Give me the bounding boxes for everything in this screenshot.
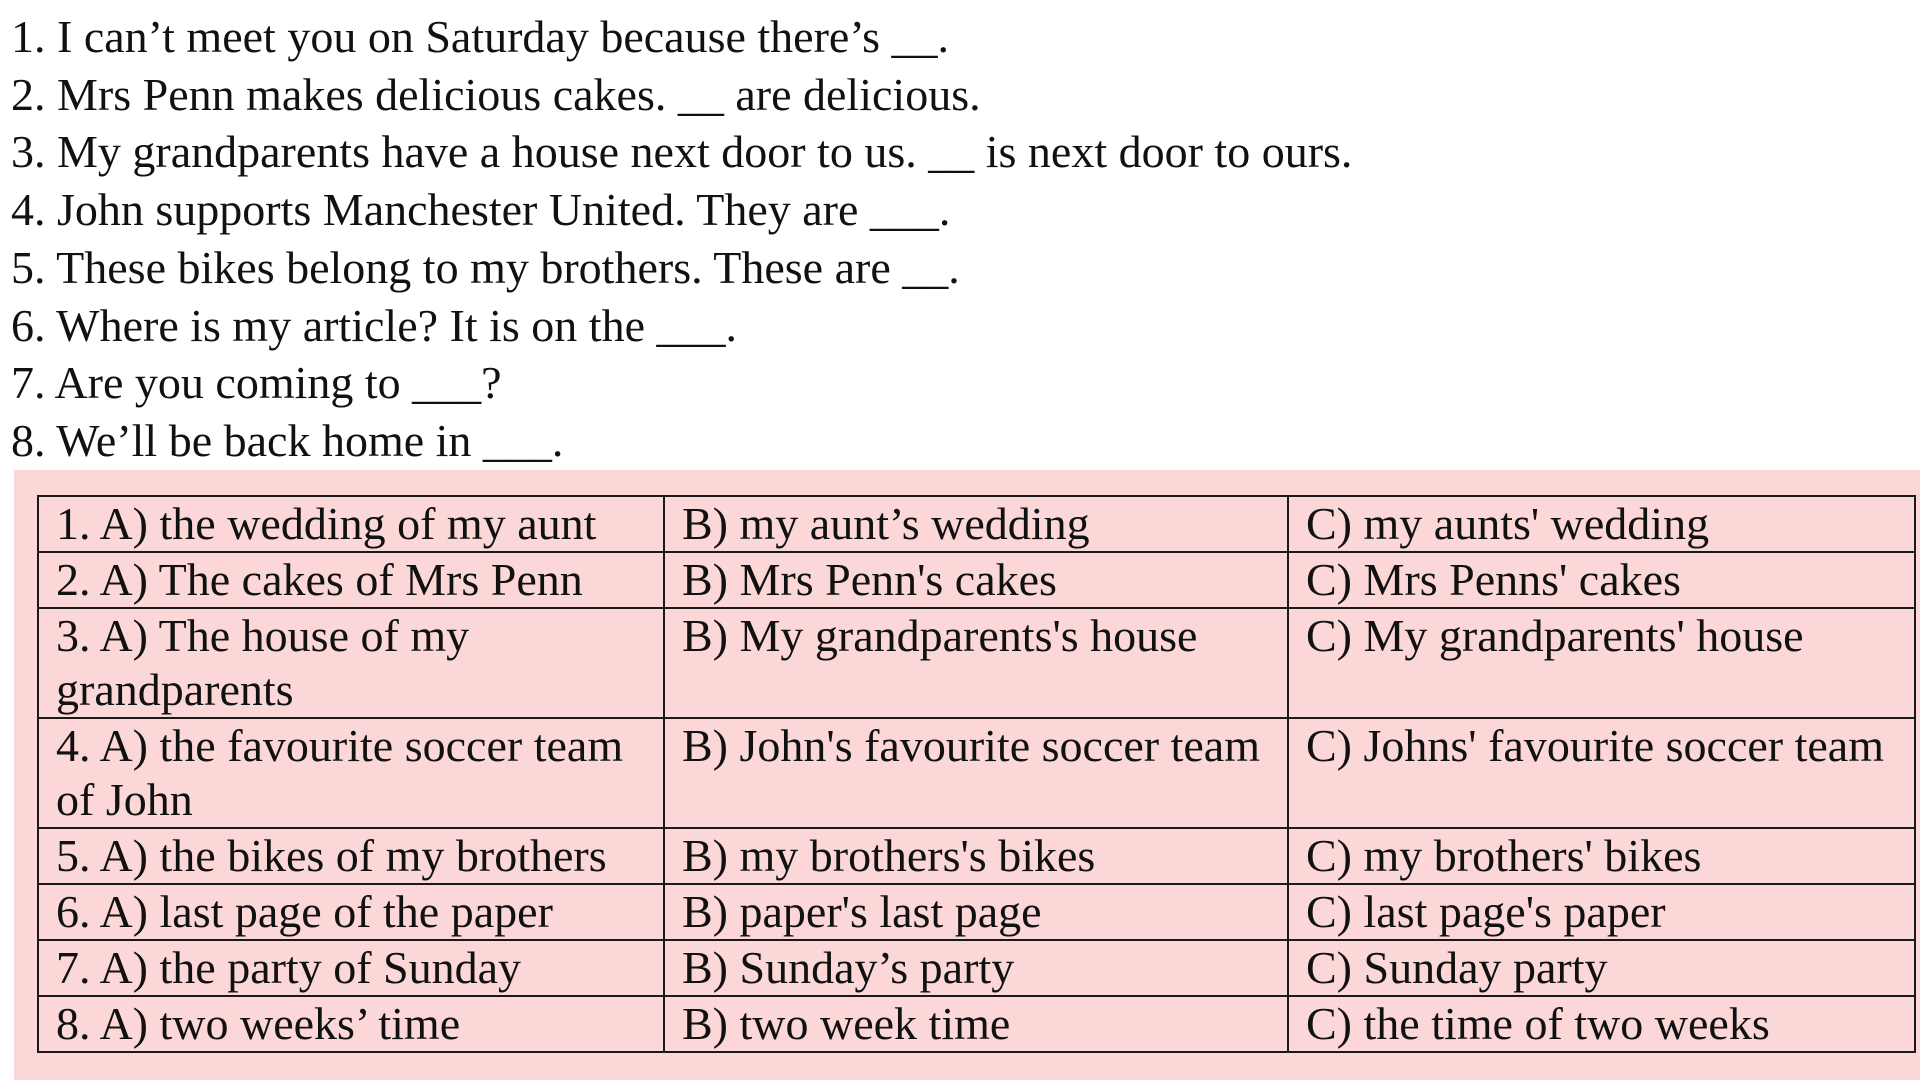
options-row-7 [38,940,1915,996]
options-row-3 [38,608,1915,718]
options-row-5 [38,828,1915,884]
option-7a: 7. A) the party of Sunday [38,940,664,996]
sentence-2: 2. Mrs Penn makes delicious cakes. __ are delicious. [11,68,981,120]
option-4a: 4. A) the favourite soccer team of John [38,718,664,828]
option-2c: C) Mrs Penns' cakes [1288,552,1915,608]
option-8a: 8. A) two weeks’ time [38,996,664,1052]
sentence-6: 6. Where is my article? It is on the ___. [11,299,738,351]
option-1c: C) my aunts' wedding [1288,496,1915,552]
option-4c: C) Johns' favourite soccer team [1288,718,1915,828]
option-7b: B) Sunday’s party [664,940,1288,996]
option-6b: B) paper's last page [664,884,1288,940]
options-row-8 [38,996,1915,1052]
option-3c: C) My grandparents' house [1288,608,1915,718]
exercise-sentences [11,8,1891,470]
options-row-2 [38,552,1915,608]
option-4b: B) John's favourite soccer team [664,718,1288,828]
options-row-1 [38,496,1915,552]
sentence-3: 3. My grandparents have a house next door to us. __ is next door to ours. [11,126,1353,178]
sentence-8: 8. We’ll be back home in ___. [11,414,564,466]
option-5c: C) my brothers' bikes [1288,828,1915,884]
option-3b: B) My grandparents's house [664,608,1288,718]
option-6a: 6. A) last page of the paper [38,884,664,940]
option-5b: B) my brothers's bikes [664,828,1288,884]
option-6c: C) last page's paper [1288,884,1915,940]
options-row-4 [38,718,1915,828]
option-1a: 1. A) the wedding of my aunt [38,496,664,552]
option-7c: C) Sunday party [1288,940,1915,996]
options-row-6 [38,884,1915,940]
option-1b: B) my aunt’s wedding [664,496,1288,552]
sentence-7: 7. Are you coming to ___? [11,357,502,409]
sentence-5: 5. These bikes belong to my brothers. These are __. [11,241,960,293]
option-5a: 5. A) the bikes of my brothers [38,828,664,884]
option-8b: B) two week time [664,996,1288,1052]
sentence-4: 4. John supports Manchester United. They are ___. [11,184,951,236]
option-3a: 3. A) The house of my grandparents [38,608,664,718]
answer-options-table [37,495,1916,1053]
option-2a: 2. A) The cakes of Mrs Penn [38,552,664,608]
option-8c: C) the time of two weeks [1288,996,1915,1052]
option-2b: B) Mrs Penn's cakes [664,552,1288,608]
sentence-1: 1. I can’t meet you on Saturday because there’s __. [11,11,950,62]
